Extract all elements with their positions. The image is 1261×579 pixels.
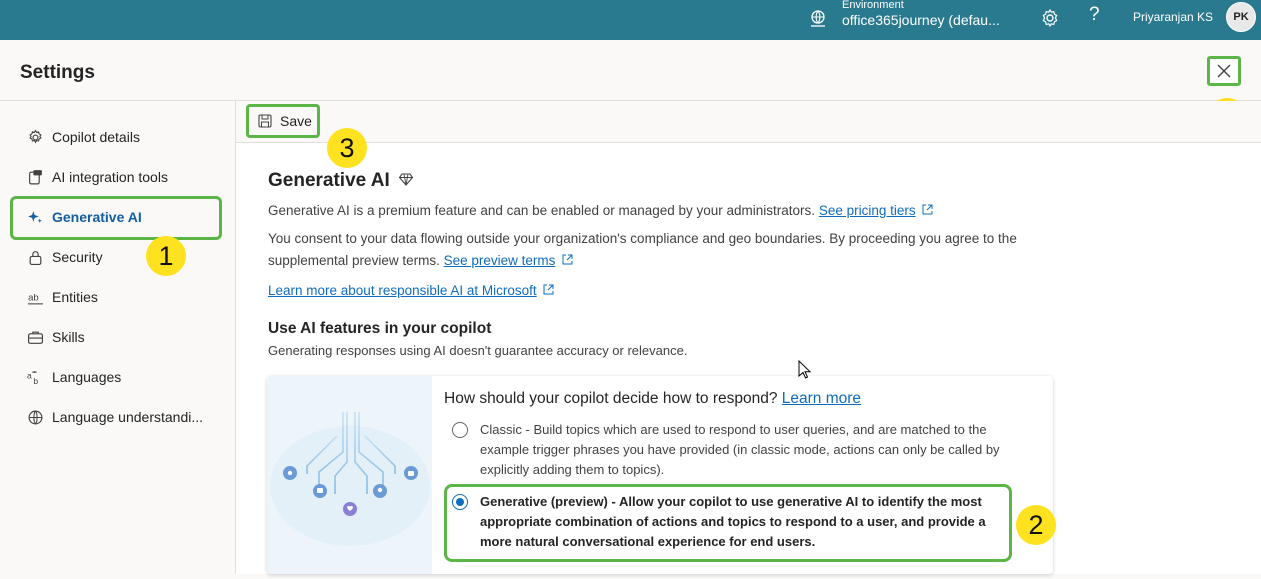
external-link-icon (562, 254, 573, 265)
environment-label: Environment (842, 0, 904, 11)
responsible-ai-link[interactable]: Learn more about responsible AI at Microsoft (268, 283, 537, 298)
option-classic-label[interactable]: Classic - Build topics which are used to respond to user queries, and are matched to the example trigger phrases you have provided (in classic mode, actions can only be called by explicitly adding them to topics). (480, 422, 1000, 477)
sidebar-item-label: Language understandi... (52, 409, 204, 425)
entity-icon (27, 289, 44, 306)
sidebar-item-ai-integration-tools[interactable] (0, 159, 235, 195)
sidebar-item-skills[interactable] (0, 319, 235, 355)
section-title: Generative AI (268, 170, 390, 191)
badge-3: 3 (327, 128, 367, 168)
avatar[interactable]: PK (1226, 2, 1256, 32)
svg-text:a: a (27, 370, 32, 381)
external-link-icon (922, 204, 933, 215)
sidebar-item-entities[interactable] (0, 279, 235, 315)
radio-classic[interactable] (452, 422, 468, 438)
sidebar-item-label: Entities (52, 289, 98, 305)
toolbar (236, 101, 1261, 143)
page-title: Settings (20, 62, 95, 83)
environment-icon[interactable] (808, 9, 828, 29)
ai-network-illustration (267, 376, 432, 574)
globe-icon (27, 409, 44, 426)
tools-icon (27, 169, 44, 186)
external-link-icon (543, 284, 554, 295)
briefcase-icon (27, 329, 44, 346)
close-icon (1217, 64, 1231, 78)
sidebar-item-label: Skills (52, 329, 85, 345)
radio-generative[interactable] (452, 494, 468, 510)
help-icon[interactable]: ? (1089, 4, 1100, 25)
svg-text:b: b (33, 375, 39, 386)
premium-text: Generative AI is a premium feature and can be enabled or managed by your administrators. (268, 203, 816, 218)
consent-line-2 (268, 253, 573, 268)
question-text: How should your copilot decide how to respond? (444, 390, 778, 407)
badge-2: 2 (1016, 505, 1056, 545)
settings-header (0, 40, 1261, 101)
responsible-ai-row (268, 283, 554, 298)
ai-features-subtitle: Generating responses using AI doesn't guarantee accuracy or relevance. (268, 343, 688, 358)
illustration (267, 376, 432, 574)
premium-description (268, 203, 933, 218)
top-bar (0, 0, 1261, 40)
sidebar-item-label: Generative AI (52, 209, 142, 225)
pricing-link[interactable]: See pricing tiers (818, 203, 916, 218)
option-generative-label[interactable]: Generative (preview) - Allow your copilot to use generative AI to identify the most appropriate combination of actions and topics to respond to a user, and provide a more natural conversational experience for end users. (480, 494, 986, 549)
learn-more-link[interactable]: Learn more (781, 390, 862, 407)
sidebar-item-copilot-details[interactable] (0, 119, 235, 155)
settings-gear-icon[interactable] (1040, 8, 1060, 28)
save-icon (258, 114, 272, 128)
mouse-cursor-icon (798, 360, 812, 380)
sidebar-item-languages[interactable] (0, 359, 235, 395)
premium-diamond-icon (399, 172, 413, 186)
response-question (444, 390, 861, 408)
consent-text: supplemental preview terms. (268, 253, 440, 268)
close-button[interactable] (1207, 56, 1241, 86)
gear-icon (27, 129, 44, 146)
sidebar-item-label: Security (52, 249, 103, 265)
svg-text:ab: ab (28, 292, 39, 304)
sidebar-item-label: AI integration tools (52, 169, 168, 185)
sidebar-item-security[interactable] (0, 239, 235, 275)
consent-line-1: You consent to your data flowing outside your organization's compliance and geo boundaries. By proceeding you agree to the (268, 231, 1017, 246)
lock-icon (27, 249, 44, 266)
translate-icon (27, 369, 44, 386)
save-button[interactable] (246, 104, 320, 138)
ai-features-title: Use AI features in your copilot (268, 320, 492, 337)
sidebar-item-label: Copilot details (52, 129, 140, 145)
environment-name[interactable]: office365journey (defau... (842, 12, 1000, 28)
highlight-generative-ai (10, 196, 222, 240)
badge-1: 1 (146, 236, 186, 276)
user-name[interactable]: Priyaranjan KS (1133, 10, 1214, 24)
preview-terms-link[interactable]: See preview terms (443, 253, 556, 268)
sidebar-item-language-understanding[interactable] (0, 399, 235, 435)
save-label: Save (280, 113, 312, 129)
sidebar-item-label: Languages (52, 369, 122, 385)
